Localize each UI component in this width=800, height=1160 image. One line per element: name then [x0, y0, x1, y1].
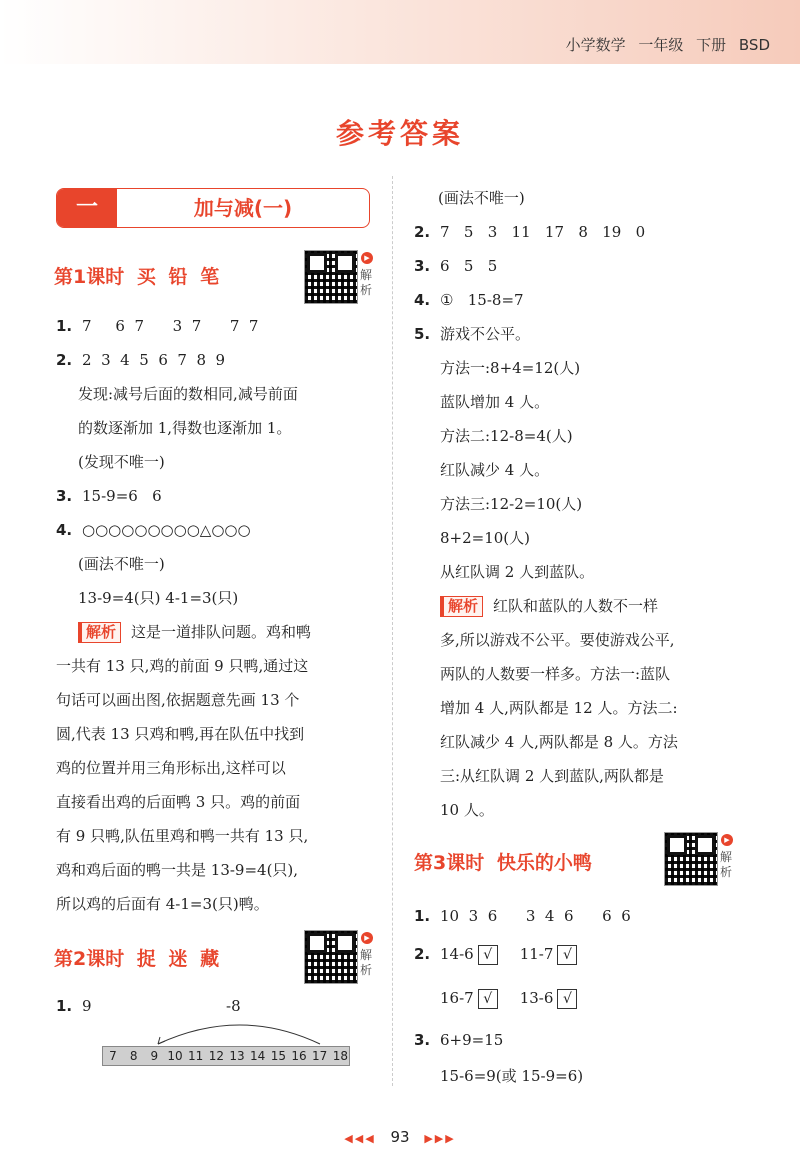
ruler-number: 16	[291, 1049, 307, 1063]
l1-q3	[56, 486, 162, 506]
ruler-number: 8	[129, 1049, 138, 1063]
triangle-mark: △	[199, 521, 212, 539]
analysis-line: 一共有 13 只,鸡的前面 9 只鸭,通过这	[56, 657, 309, 675]
analysis-line: 10 人。	[440, 801, 494, 819]
answer-text: 9	[82, 997, 92, 1015]
lesson2-title: 第2课时 捉 迷 藏	[54, 948, 220, 970]
answer-text: 7 6 7 3 7 7 7	[82, 317, 259, 335]
answer-text: 6+9=15	[440, 1031, 504, 1049]
page-number-nav	[0, 1128, 800, 1146]
l3-q2-row2	[440, 988, 599, 1009]
answer-line: 蓝队增加 4 人。	[440, 393, 550, 411]
answer-line: 发现:减号后面的数相同,减号前面	[78, 385, 298, 403]
right-top-note: (画法不唯一)	[438, 189, 525, 207]
qr-label: 解析	[360, 268, 373, 297]
l1-q2	[56, 350, 225, 370]
ruler-number: 10	[167, 1049, 183, 1063]
answer-text: 10 3 6 3 4 6 6 6	[440, 907, 631, 925]
ruler-number: 17	[312, 1049, 328, 1063]
l3-q2-row1	[414, 944, 599, 965]
question-number: 3.	[414, 257, 431, 275]
play-icon: ▶	[721, 834, 733, 846]
check-box: √	[478, 989, 498, 1009]
unit-title: 加与减(一)	[193, 196, 293, 220]
answer-line: 红队减少 4 人。	[440, 461, 550, 479]
prev-arrows-icon[interactable]: ◀◀◀	[344, 1132, 376, 1145]
column-divider	[392, 176, 393, 1086]
expression: 14-6	[440, 945, 474, 963]
answer-line: 13-9=4(只) 4-1=3(只)	[78, 589, 239, 607]
ruler-number: 12	[208, 1049, 224, 1063]
analysis-line: 有 9 只鸭,队伍里鸡和鸭一共有 13 只,	[56, 827, 309, 845]
unit-banner	[56, 188, 370, 228]
arc-label: -8	[226, 997, 241, 1015]
r-q4	[414, 290, 524, 310]
answer-line: 15-6=9(或 15-9=6)	[440, 1067, 584, 1085]
question-number: 1.	[56, 317, 73, 335]
header-text: 小学数学 一年级 下册 BSD	[565, 36, 770, 54]
expression: 11-7	[519, 945, 554, 963]
answer-line: 方法一:8+4=12(人)	[440, 359, 581, 377]
l3-q1	[414, 906, 631, 926]
answer-line: (画法不唯一)	[78, 555, 165, 573]
ruler-number: 9	[150, 1049, 159, 1063]
answer-text: ① 15-8=7	[440, 291, 524, 309]
page-title: 参考答案	[335, 117, 464, 150]
play-icon: ▶	[361, 932, 373, 944]
analysis-line: 圆,代表 13 只鸡和鸭,再在队伍中找到	[56, 725, 305, 743]
r-q3	[414, 256, 497, 276]
question-number: 3.	[56, 487, 73, 505]
analysis-line: 三:从红队调 2 人到蓝队,两队都是	[440, 767, 664, 785]
l1-q1	[56, 316, 258, 336]
question-number: 1.	[414, 907, 431, 925]
unit-number: 一	[57, 189, 117, 227]
check-box: √	[478, 945, 498, 965]
question-number: 2.	[414, 945, 431, 963]
circles-row: ○○○○○○○○○	[82, 521, 200, 539]
answer-line: 方法三:12-2=10(人)	[440, 495, 583, 513]
answer-text: 游戏不公平。	[440, 325, 531, 343]
answer-line: 从红队调 2 人到蓝队。	[440, 563, 595, 581]
analysis-line: 所以鸡的后面有 4-1=3(只)鸭。	[56, 895, 269, 913]
question-number: 2.	[56, 351, 73, 369]
answer-line: 方法二:12-8=4(人)	[440, 427, 573, 445]
ruler-number: 18	[332, 1049, 348, 1063]
next-arrows-icon[interactable]: ▶▶▶	[424, 1132, 456, 1145]
analysis-tag: 解析	[78, 622, 121, 643]
analysis-tag: 解析	[440, 596, 483, 617]
question-number: 3.	[414, 1031, 431, 1049]
answer-text: 2 3 4 5 6 7 8 9	[82, 351, 226, 369]
analysis-line: 两队的人数要一样多。方法一:蓝队	[440, 665, 671, 683]
lesson3-title: 第3课时 快乐的小鸭	[414, 852, 592, 874]
answer-text: 15-9=6 6	[82, 487, 162, 505]
analysis-line: 鸡的位置并用三角形标出,这样可以	[56, 759, 286, 777]
analysis-block	[440, 596, 658, 617]
page-number: 93	[390, 1128, 410, 1146]
answer-line: 8+2=10(人)	[440, 529, 531, 547]
answer-text: 6 5 5	[440, 257, 498, 275]
question-number: 1.	[56, 997, 73, 1015]
analysis-line: 直接看出鸡的后面鸭 3 只。鸡的前面	[56, 793, 301, 811]
analysis-text: 这是一道排队问题。鸡和鸭	[131, 623, 312, 641]
l3-q3	[414, 1030, 503, 1050]
qr-label: 解析	[360, 948, 373, 977]
analysis-line: 鸡和鸡后面的鸭一共是 13-9=4(只),	[56, 861, 299, 879]
analysis-line: 句话可以画出图,依据题意先画 13 个	[56, 691, 300, 709]
ruler-number: 11	[188, 1049, 204, 1063]
qr-code-lesson3[interactable]	[664, 832, 718, 886]
analysis-text: 红队和蓝队的人数不一样	[493, 597, 659, 615]
expression: 13-6	[519, 989, 554, 1007]
question-number: 2.	[414, 223, 431, 241]
ruler-number: 7	[109, 1049, 117, 1063]
question-number: 4.	[414, 291, 431, 309]
ruler-number: 13	[229, 1049, 245, 1063]
question-number: 4.	[56, 521, 73, 539]
expression: 16-7	[440, 989, 474, 1007]
qr-code-lesson1[interactable]	[304, 250, 358, 304]
check-box: √	[557, 945, 577, 965]
qr-code-lesson2[interactable]	[304, 930, 358, 984]
analysis-block	[78, 622, 311, 643]
play-icon: ▶	[361, 252, 373, 264]
answer-line: (发现不唯一)	[78, 453, 165, 471]
answer-text: 7 5 3 11 17 8 19 0	[440, 223, 646, 241]
check-box: √	[557, 989, 577, 1009]
lesson1-title: 第1课时 买 铅 笔	[54, 266, 220, 288]
analysis-line: 多,所以游戏不公平。要使游戏公平,	[440, 631, 675, 649]
qr-label: 解析	[720, 850, 733, 879]
question-number: 5.	[414, 325, 431, 343]
l1-q4	[56, 520, 251, 540]
r-q2	[414, 222, 645, 242]
ruler-number: 15	[270, 1049, 286, 1063]
l2-q1	[56, 996, 92, 1016]
analysis-line: 增加 4 人,两队都是 12 人。方法二:	[440, 699, 678, 717]
analysis-line: 红队减少 4 人,两队都是 8 人。方法	[440, 733, 678, 751]
r-q5	[414, 324, 530, 344]
answer-line: 的数逐渐加 1,得数也逐渐加 1。	[78, 419, 292, 437]
ruler-number: 14	[250, 1049, 266, 1063]
number-ruler	[102, 1038, 350, 1066]
circles-row: ○○○	[211, 521, 251, 539]
